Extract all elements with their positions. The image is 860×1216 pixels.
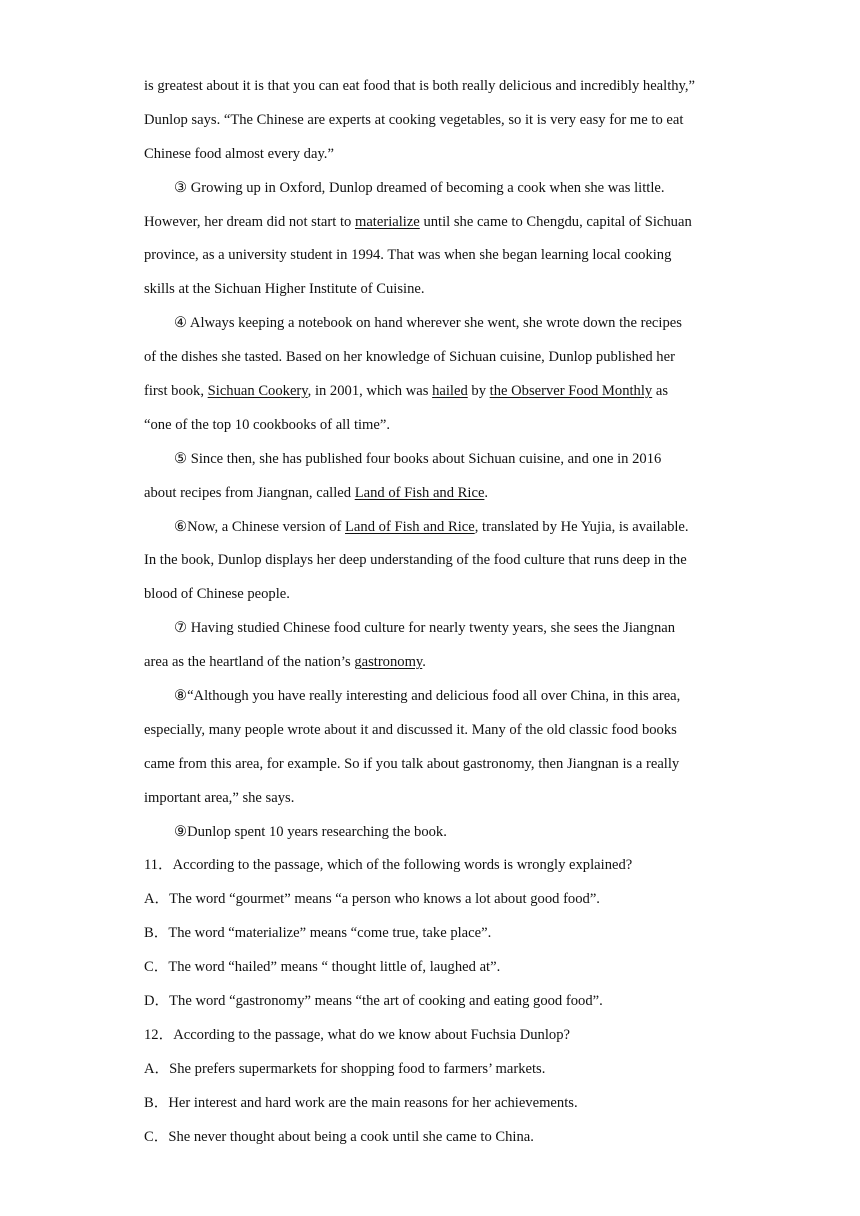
text-run: about recipes from Jiangnan, called xyxy=(144,484,355,501)
paragraph-7-line: ⑦ Having studied Chinese food culture for nearly twenty years, she sees the Jiangnan xyxy=(174,620,676,637)
passage-body xyxy=(144,70,734,1155)
publication-title-underlined: the Observer Food Monthly xyxy=(489,383,653,400)
book-title-underlined: Land of Fish and Rice xyxy=(345,518,475,535)
paragraph-9-line: ⑨Dunlop spent 10 years researching the book. xyxy=(174,823,447,840)
paragraph-4-line: of the dishes she tasted. Based on her knowledge of Sichuan cuisine, Dunlop published her xyxy=(144,349,675,366)
paragraph-3-line: ③ Growing up in Oxford, Dunlop dreamed of becoming a cook when she was little. xyxy=(174,179,665,196)
paragraph-8-line: especially, many people wrote about it and discussed it. Many of the old classic food books xyxy=(144,721,677,738)
question-11-option-a: A．The word “gourmet” means “a person who knows a lot about good food”. xyxy=(144,891,600,908)
passage-line: Dunlop says. “The Chinese are experts at cooking vegetables, so it is very easy for me to eat xyxy=(144,111,684,128)
text-run: . xyxy=(484,484,489,501)
question-12-option-a: A．She prefers supermarkets for shopping food to farmers’ markets. xyxy=(144,1060,546,1077)
question-11-option-b: B．The word “materialize” means “come true, take place”. xyxy=(144,925,492,942)
passage-line: is greatest about it is that you can eat food that is both really delicious and incredibly healthy,” xyxy=(144,78,696,94)
text-run: until she came to Chengdu, capital of Sichuan xyxy=(419,213,692,230)
question-12-stem: 12．According to the passage, what do we know about Fuchsia Dunlop? xyxy=(144,1026,570,1043)
text-run: first book, xyxy=(144,383,208,400)
underlined-word: gastronomy xyxy=(354,654,423,671)
paragraph-6-line: blood of Chinese people. xyxy=(144,586,290,603)
passage-line: Chinese food almost every day.” xyxy=(144,145,334,162)
question-11-stem: 11．According to the passage, which of the following words is wrongly explained? xyxy=(144,857,633,874)
question-11-option-d: D．The word “gastronomy” means “the art of cooking and eating good food”. xyxy=(144,993,603,1010)
paragraph-8-line: ⑧“Although you have really interesting and delicious food all over China, in this area, xyxy=(174,688,681,705)
paragraph-6-line: In the book, Dunlop displays her deep understanding of the food culture that runs deep in the xyxy=(144,552,687,569)
paragraph-8-line: important area,” she says. xyxy=(144,789,295,806)
text-run: as xyxy=(652,383,669,400)
paragraph-4-line: ④ Always keeping a notebook on hand wherever she went, she wrote down the recipes xyxy=(174,315,682,332)
question-12-option-c: C．She never thought about being a cook until she came to China. xyxy=(144,1128,534,1145)
underlined-word: hailed xyxy=(432,383,468,400)
text-run: by xyxy=(467,383,490,400)
paragraph-3-line: province, as a university student in 1994. That was when she began learning local cooking xyxy=(144,247,672,264)
text-run: , translated by He Yujia, is available. xyxy=(474,518,689,535)
book-title-underlined: Sichuan Cookery xyxy=(207,383,308,400)
text-run: However, her dream did not start to xyxy=(144,213,355,230)
paragraph-4-line xyxy=(144,375,734,409)
text-run: , in 2001, which was xyxy=(307,383,433,400)
question-12-option-b: B．Her interest and hard work are the main reasons for her achievements. xyxy=(144,1094,578,1111)
underlined-word: materialize xyxy=(354,213,420,230)
paragraph-6-line xyxy=(144,511,734,545)
question-11-option-c: C．The word “hailed” means “ thought little of, laughed at”. xyxy=(144,959,501,976)
book-title-underlined: Land of Fish and Rice xyxy=(354,484,485,501)
text-run: ⑥Now, a Chinese version of xyxy=(174,518,346,535)
paragraph-3-line xyxy=(144,206,734,240)
paragraph-5-line xyxy=(144,477,734,511)
text-run: . xyxy=(422,654,426,671)
paragraph-7-line xyxy=(144,646,734,680)
paragraph-3-line: skills at the Sichuan Higher Institute of Cuisine. xyxy=(144,281,425,298)
text-run: area as the heartland of the nation’s xyxy=(144,654,355,671)
paragraph-5-line: ⑤ Since then, she has published four books about Sichuan cuisine, and one in 2016 xyxy=(174,450,662,467)
paragraph-8-line: came from this area, for example. So if you talk about gastronomy, then Jiangnan is a really xyxy=(144,755,680,772)
paragraph-4-line: “one of the top 10 cookbooks of all time”. xyxy=(144,416,391,433)
